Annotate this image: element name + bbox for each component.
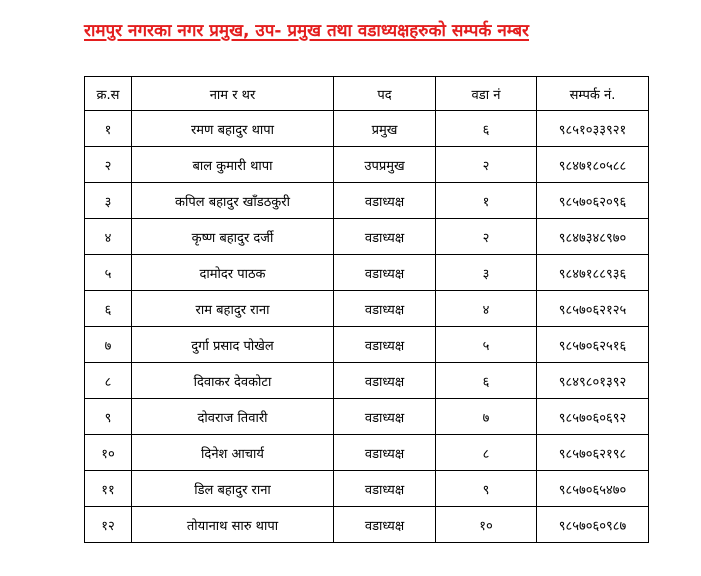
cell-ward-number: ९ xyxy=(436,471,537,507)
cell-post: वडाध्यक्ष xyxy=(334,471,436,507)
table-row xyxy=(85,471,649,507)
cell-serial-number: ७ xyxy=(85,327,132,363)
cell-contact-number: ९८४९८०१३९२ xyxy=(537,363,649,399)
table-row xyxy=(85,291,649,327)
cell-contact-number: ९८५७०६२१२५ xyxy=(537,291,649,327)
cell-name: कृष्ण बहादुर दर्जी xyxy=(132,219,334,255)
cell-contact-number: ९८५७०६०६९२ xyxy=(537,399,649,435)
table-row xyxy=(85,435,649,471)
table-header-row xyxy=(85,77,649,111)
cell-serial-number: ११ xyxy=(85,471,132,507)
cell-name: दिवाकर देवकोटा xyxy=(132,363,334,399)
cell-ward-number: १ xyxy=(436,183,537,219)
cell-post: वडाध्यक्ष xyxy=(334,255,436,291)
table-row xyxy=(85,399,649,435)
cell-serial-number: ३ xyxy=(85,183,132,219)
table-row xyxy=(85,219,649,255)
cell-ward-number: ४ xyxy=(436,291,537,327)
cell-name: दुर्गा प्रसाद पोखेल xyxy=(132,327,334,363)
cell-ward-number: ७ xyxy=(436,399,537,435)
cell-post: वडाध्यक्ष xyxy=(334,507,436,543)
cell-contact-number: ९८४७३४८९७० xyxy=(537,219,649,255)
header-ward-number: वडा नं xyxy=(436,77,537,111)
cell-contact-number: ९८५७०६०९८७ xyxy=(537,507,649,543)
cell-name: दिनेश आचार्य xyxy=(132,435,334,471)
cell-ward-number: २ xyxy=(436,219,537,255)
table-row xyxy=(85,111,649,147)
cell-contact-number: ९८५१०३३९२१ xyxy=(537,111,649,147)
contact-table xyxy=(84,76,649,543)
cell-post: उपप्रमुख xyxy=(334,147,436,183)
cell-post: प्रमुख xyxy=(334,111,436,147)
table-row xyxy=(85,507,649,543)
cell-serial-number: १२ xyxy=(85,507,132,543)
cell-contact-number: ९८४७१८८९३६ xyxy=(537,255,649,291)
cell-post: वडाध्यक्ष xyxy=(334,183,436,219)
cell-serial-number: ८ xyxy=(85,363,132,399)
cell-name: दामोदर पाठक xyxy=(132,255,334,291)
table-row xyxy=(85,255,649,291)
cell-ward-number: ८ xyxy=(436,435,537,471)
cell-serial-number: ४ xyxy=(85,219,132,255)
cell-contact-number: ९८५७०६५४७० xyxy=(537,471,649,507)
cell-serial-number: १ xyxy=(85,111,132,147)
cell-contact-number: ९८५७०६२१९८ xyxy=(537,435,649,471)
table-row xyxy=(85,363,649,399)
cell-name: बाल कुमारी थापा xyxy=(132,147,334,183)
cell-serial-number: ५ xyxy=(85,255,132,291)
cell-name: तोयानाथ सारु थापा xyxy=(132,507,334,543)
cell-contact-number: ९८५७०६२५१६ xyxy=(537,327,649,363)
cell-ward-number: १० xyxy=(436,507,537,543)
cell-name: कपिल बहादुर खाँडठकुरी xyxy=(132,183,334,219)
header-serial-number: क्र.स xyxy=(85,77,132,111)
cell-ward-number: ५ xyxy=(436,327,537,363)
cell-post: वडाध्यक्ष xyxy=(334,435,436,471)
cell-serial-number: ६ xyxy=(85,291,132,327)
header-name: नाम र थर xyxy=(132,77,334,111)
cell-name: दोवराज तिवारी xyxy=(132,399,334,435)
cell-ward-number: ६ xyxy=(436,363,537,399)
cell-post: वडाध्यक्ष xyxy=(334,219,436,255)
table-row xyxy=(85,147,649,183)
page-title: रामपुर नगरका नगर प्रमुख, उप- प्रमुख तथा वडाध्यक्षहरुको सम्पर्क नम्बर xyxy=(84,21,529,41)
header-contact-number: सम्पर्क नं. xyxy=(537,77,649,111)
cell-post: वडाध्यक्ष xyxy=(334,327,436,363)
table-row xyxy=(85,327,649,363)
cell-ward-number: २ xyxy=(436,147,537,183)
cell-serial-number: १० xyxy=(85,435,132,471)
cell-serial-number: ९ xyxy=(85,399,132,435)
cell-serial-number: २ xyxy=(85,147,132,183)
cell-name: राम बहादुर राना xyxy=(132,291,334,327)
header-post: पद xyxy=(334,77,436,111)
table-row xyxy=(85,183,649,219)
cell-contact-number: ९८४७१८०५८८ xyxy=(537,147,649,183)
cell-contact-number: ९८५७०६२०९६ xyxy=(537,183,649,219)
cell-post: वडाध्यक्ष xyxy=(334,363,436,399)
cell-ward-number: ३ xyxy=(436,255,537,291)
cell-name: रमण बहादुर थापा xyxy=(132,111,334,147)
cell-name: डिल बहादुर राना xyxy=(132,471,334,507)
cell-post: वडाध्यक्ष xyxy=(334,291,436,327)
cell-ward-number: ६ xyxy=(436,111,537,147)
cell-post: वडाध्यक्ष xyxy=(334,399,436,435)
